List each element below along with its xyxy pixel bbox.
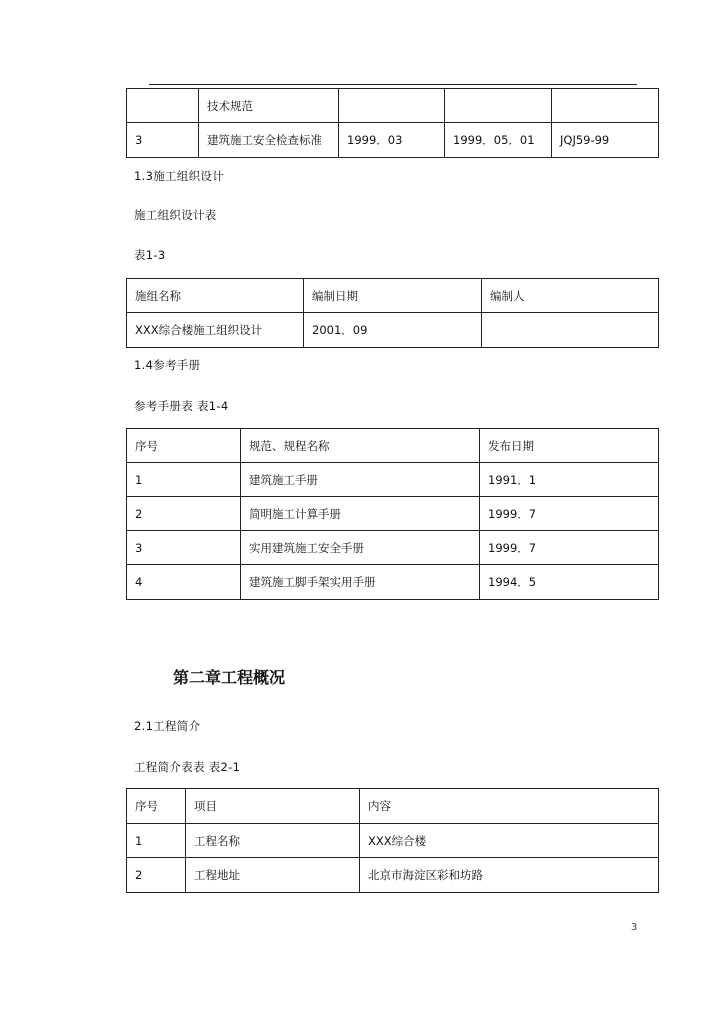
table-cell: 简明施工计算手册: [241, 497, 480, 531]
table-cell: XXX综合楼: [360, 824, 659, 858]
table-cell: 技术规范: [199, 89, 339, 123]
table-row: [127, 858, 659, 893]
table-cell: 建筑施工手册: [241, 463, 480, 497]
column-header: 内容: [360, 789, 659, 824]
table-header-row: [127, 279, 659, 313]
table-cell: 1994．5: [480, 565, 659, 600]
column-header: 编制人: [482, 279, 659, 313]
column-header: 施组名称: [127, 279, 304, 313]
column-header: 序号: [127, 429, 241, 463]
table-cell: [482, 313, 659, 348]
table-cell: 1: [127, 824, 186, 858]
table-cell: [127, 89, 199, 123]
table-label-1-3: 表1-3: [134, 248, 166, 262]
table-cell: 1999．7: [480, 531, 659, 565]
table-cell: 北京市海淀区彩和坊路: [360, 858, 659, 893]
section-heading-1-4: 1.4参考手册: [134, 358, 201, 372]
table-cell: 1: [127, 463, 241, 497]
table-header-row: [127, 789, 659, 824]
table-cell: 1999．7: [480, 497, 659, 531]
table-row: [127, 313, 659, 348]
header-rule: [149, 84, 637, 85]
table-cell: JQJ59-99: [552, 123, 659, 158]
table-row: [127, 531, 659, 565]
table-cell: 1991．1: [480, 463, 659, 497]
project-overview-table: [126, 788, 659, 893]
table-row: [127, 565, 659, 600]
table-cell: 4: [127, 565, 241, 600]
table-cell: [445, 89, 552, 123]
table-cell: 1999．03: [339, 123, 445, 158]
table-cell: [339, 89, 445, 123]
column-header: 规范、规程名称: [241, 429, 480, 463]
table-row: [127, 824, 659, 858]
table-row: [127, 123, 659, 158]
table-row: [127, 89, 659, 123]
standards-table-continued: [126, 88, 659, 158]
column-header: 序号: [127, 789, 186, 824]
table-cell: 建筑施工安全检查标准: [199, 123, 339, 158]
page-number: 3: [631, 922, 638, 933]
table-cell: 3: [127, 531, 241, 565]
table-cell: XXX综合楼施工组织设计: [127, 313, 304, 348]
table-row: [127, 463, 659, 497]
chapter-title: 第二章工程概况: [173, 668, 286, 687]
table-cell: 1999．05．01: [445, 123, 552, 158]
table-header-row: [127, 429, 659, 463]
reference-manuals-table: [126, 428, 659, 600]
table-caption-2-1: 工程简介表表 表2-1: [134, 760, 241, 774]
column-header: 发布日期: [480, 429, 659, 463]
table-caption-1-3: 施工组织设计表: [134, 208, 217, 222]
section-heading-1-3: 1.3施工组织设计: [134, 169, 224, 183]
table-row: [127, 497, 659, 531]
table-cell: 工程名称: [186, 824, 360, 858]
table-cell: 建筑施工脚手架实用手册: [241, 565, 480, 600]
section-heading-2-1: 2.1工程简介: [134, 719, 201, 733]
table-cell: 2001．09: [304, 313, 482, 348]
table-cell: 2: [127, 858, 186, 893]
table-cell: [552, 89, 659, 123]
construction-plan-table: [126, 278, 659, 348]
table-cell: 工程地址: [186, 858, 360, 893]
column-header: 项目: [186, 789, 360, 824]
table-cell: 2: [127, 497, 241, 531]
column-header: 编制日期: [304, 279, 482, 313]
table-cell: 3: [127, 123, 199, 158]
table-caption-1-4: 参考手册表 表1-4: [134, 399, 229, 413]
table-cell: 实用建筑施工安全手册: [241, 531, 480, 565]
